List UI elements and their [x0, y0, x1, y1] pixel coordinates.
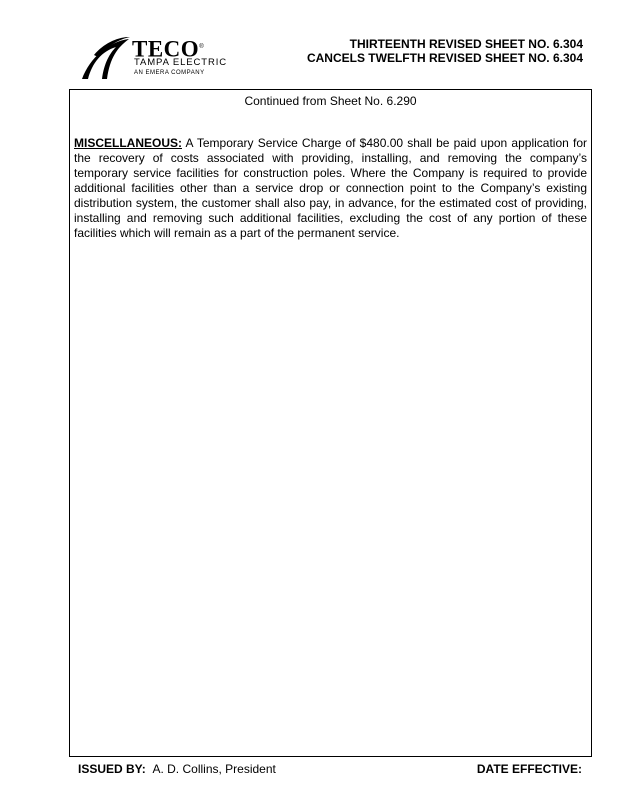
logo-subtitle: TAMPA ELECTRIC — [134, 57, 228, 68]
teco-swoosh-icon — [80, 35, 130, 81]
issued-by-value: A. D. Collins, President — [152, 762, 276, 776]
section-paragraph: A Temporary Service Charge of $480.00 shall be paid upon application for the recovery of costs associated with providing, installing, and removing the company’s temporary service facilities for construction poles. Where the Company is required to provide additional facilities other than a service drop or connection point to the Company’s existing distribution system, the customer shall also pay, in advance, for the estimated cost of providing, installing and removing such additional facilities, excluding the cost of any portion of these facilities which will remain as a part of the permanent service. — [74, 136, 587, 240]
logo-tagline: AN EMERA COMPANY — [134, 70, 205, 76]
registered-mark: ® — [199, 44, 205, 50]
miscellaneous-section — [74, 136, 587, 241]
section-heading: MISCELLANEOUS: — [74, 136, 182, 150]
continued-from-note: Continued from Sheet No. 6.290 — [244, 94, 417, 108]
tariff-content-frame — [69, 89, 592, 757]
cancels-sheet-title: CANCELS TWELFTH REVISED SHEET NO. 6.304 — [306, 51, 583, 65]
issued-by-label: ISSUED BY: — [78, 762, 146, 776]
teco-logo — [80, 35, 250, 83]
sheet-title: THIRTEENTH REVISED SHEET NO. 6.304 — [349, 37, 583, 51]
logo-brand-text: TECO — [132, 36, 200, 62]
date-effective-label: DATE EFFECTIVE: — [476, 762, 582, 776]
page-footer — [78, 762, 582, 776]
sheet-titles — [307, 37, 583, 65]
